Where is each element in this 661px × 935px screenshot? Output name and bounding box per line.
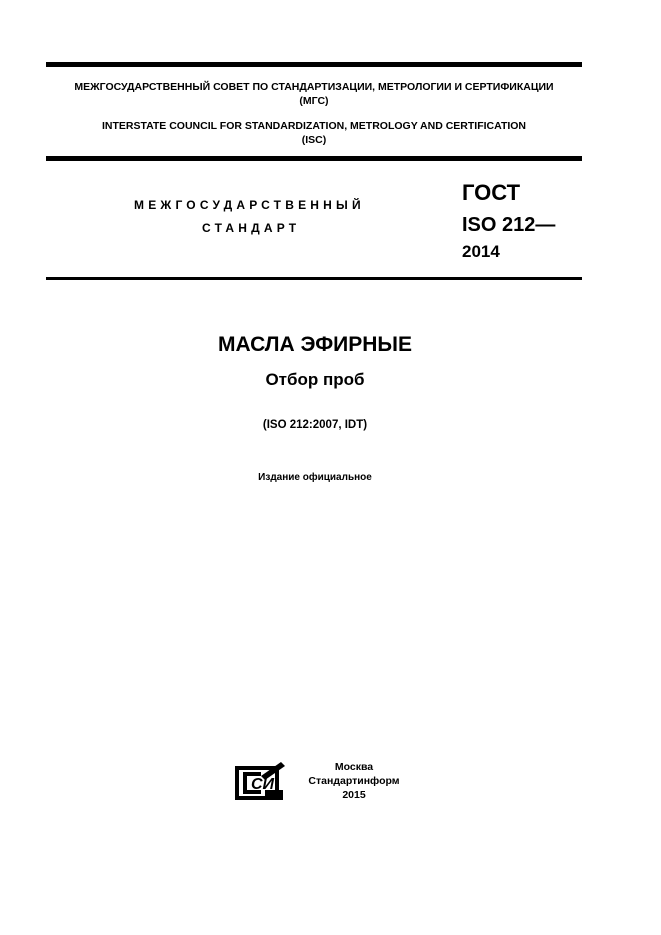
header-bottom-rule [46,277,582,280]
council-en-abbr: (ISC) [301,134,327,146]
standard-type-line1: МЕЖГОСУДАРСТВЕННЫЙ [134,198,365,212]
iso-reference: (ISO 212:2007, IDT) [262,419,368,431]
council-ru-abbr: (МГС) [299,95,329,107]
gost-label: ГОСТ [462,180,521,205]
publisher-name: Стандартинформ [308,775,400,787]
document-subtitle: Отбор проб [265,370,365,389]
standartinform-logo-icon [235,760,287,802]
svg-text:СИ: СИ [251,776,275,793]
gost-number: ISO 212— [462,214,556,236]
standard-type-line2: СТАНДАРТ [202,221,301,235]
document-title: МАСЛА ЭФИРНЫЕ [218,333,412,356]
top-rule [46,62,582,67]
publisher-year: 2015 [342,789,366,801]
council-en-name: INTERSTATE COUNCIL FOR STANDARDIZATION, METROLOGY AND CERTIFICATION [101,120,527,132]
publisher-city: Москва [334,761,374,773]
council-bottom-rule [46,156,582,161]
council-ru-name: МЕЖГОСУДАРСТВЕННЫЙ СОВЕТ ПО СТАНДАРТИЗАЦИИ, МЕТРОЛОГИИ И СЕРТИФИКАЦИИ [74,81,554,93]
gost-year: 2014 [462,242,500,261]
edition-note: Издание официальное [258,472,372,483]
